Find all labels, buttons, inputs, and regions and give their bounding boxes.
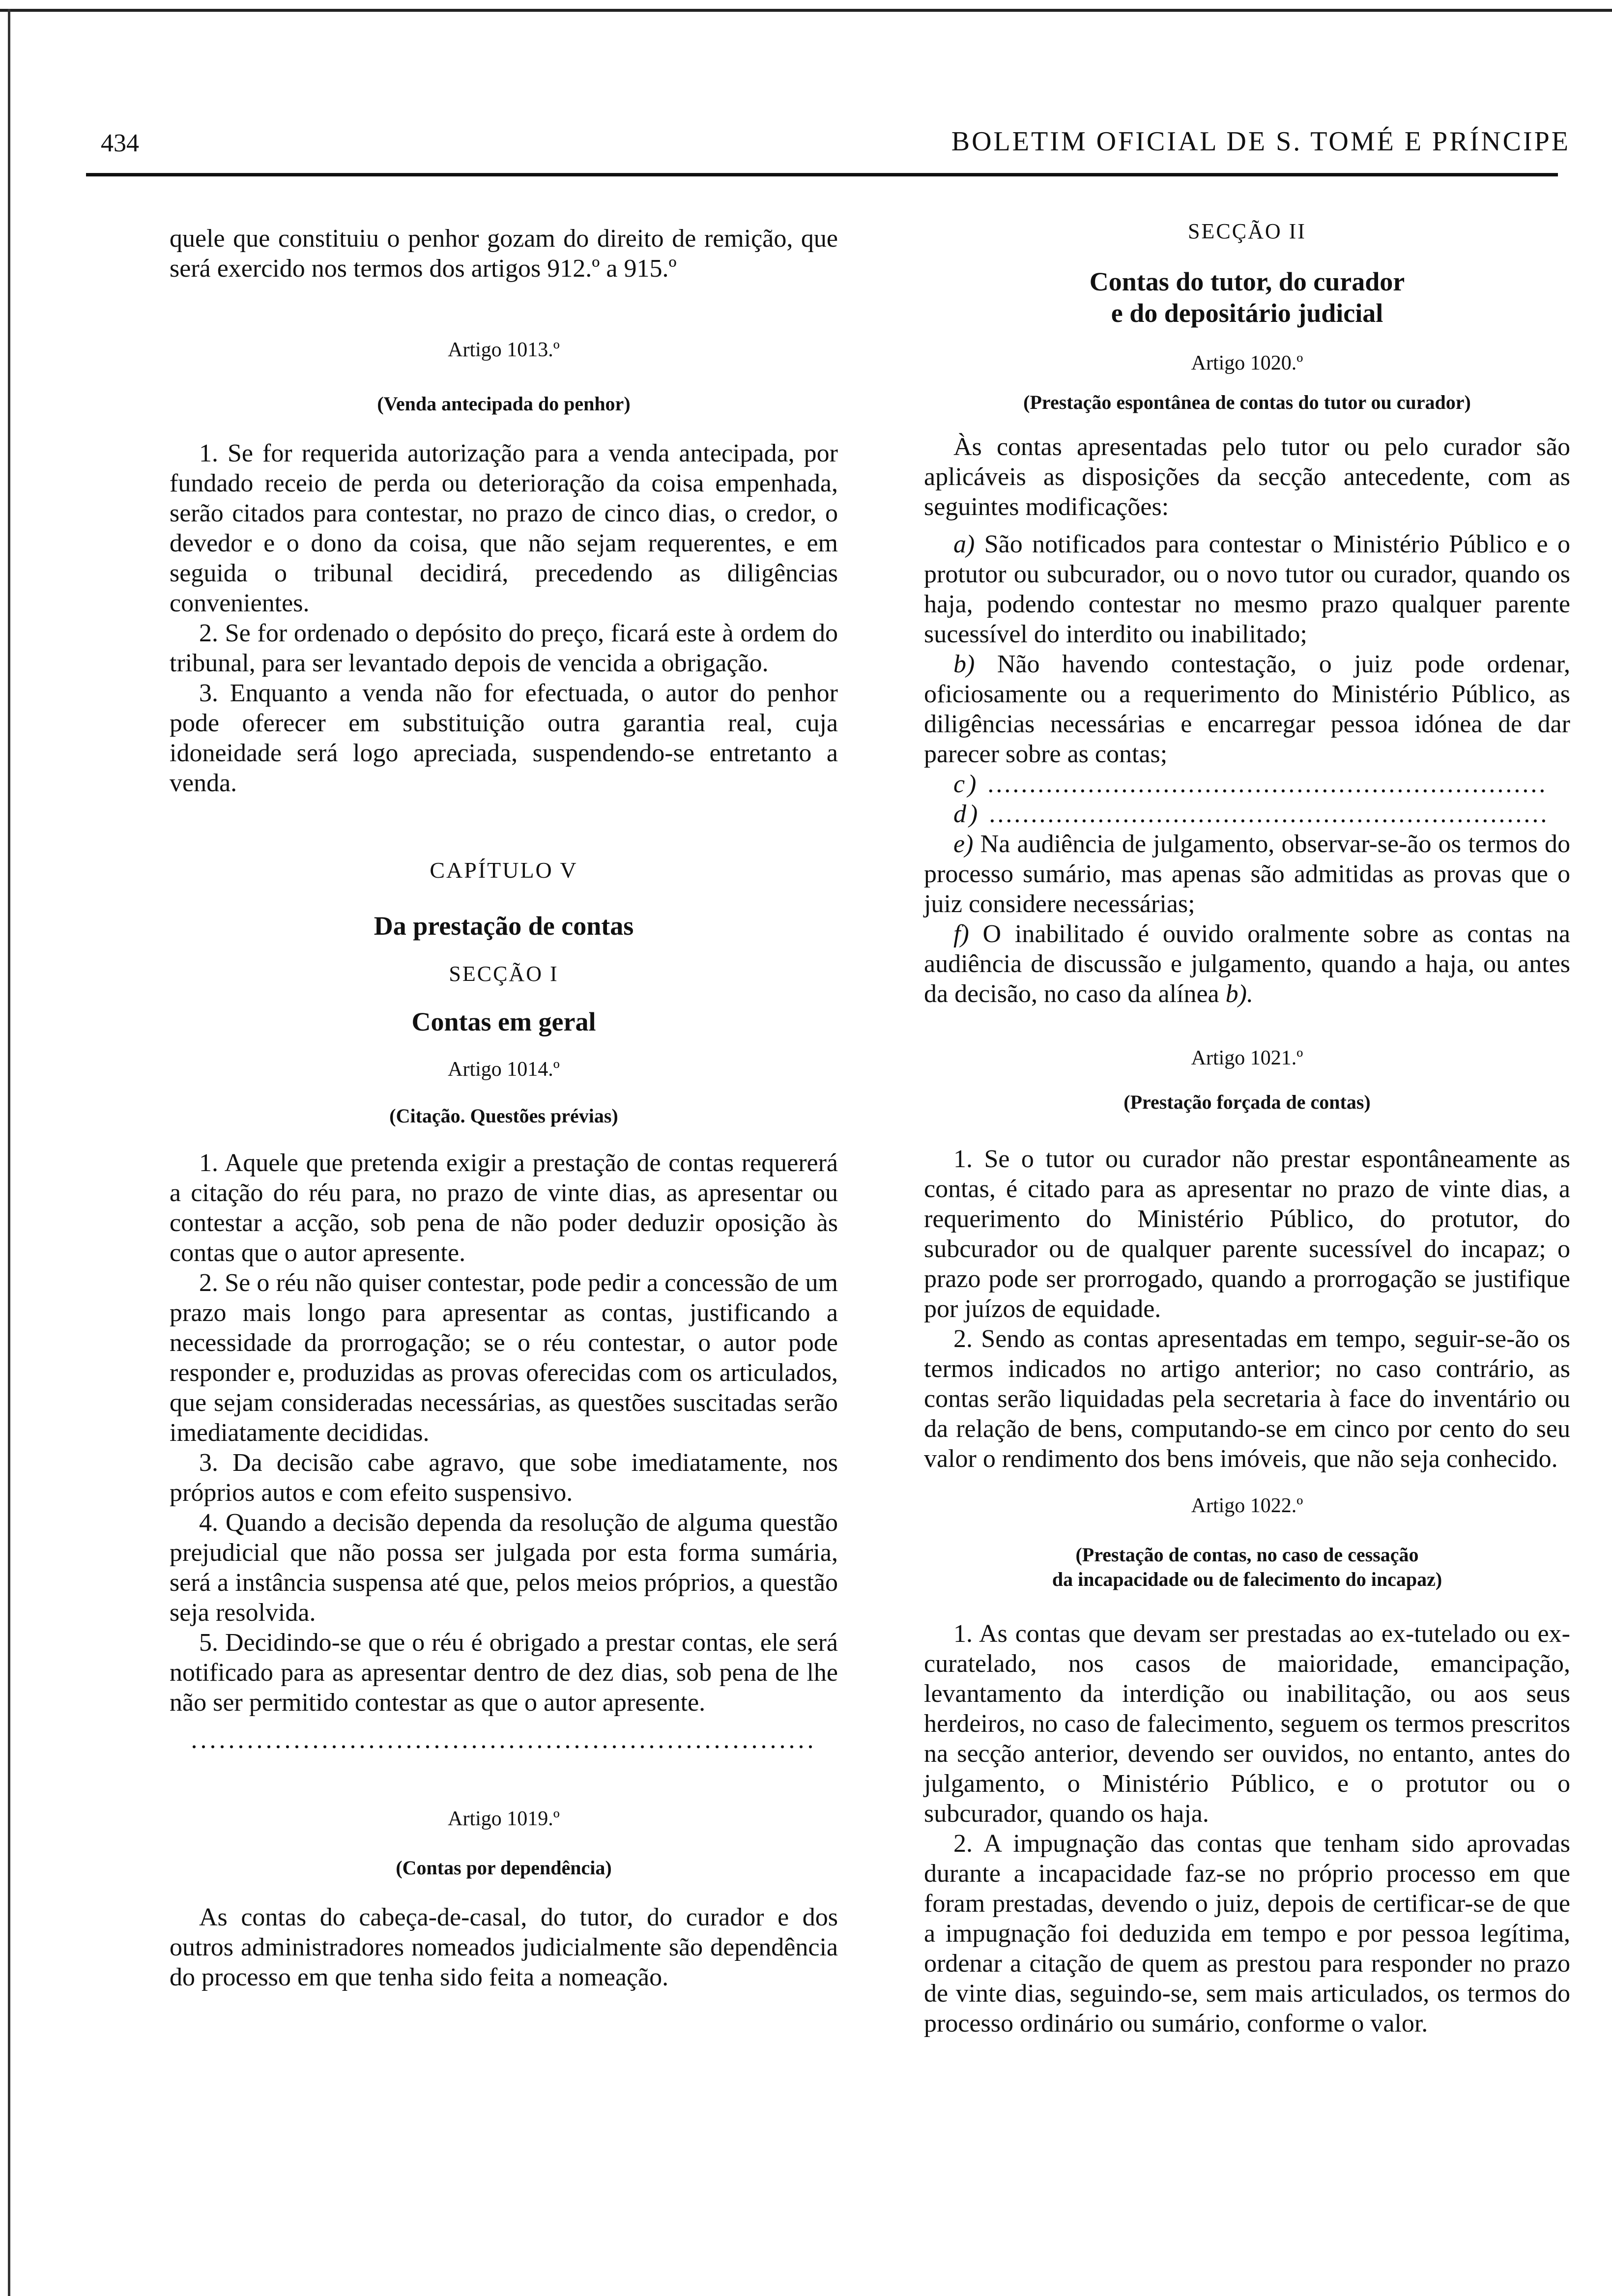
article-1020-item-d [924, 799, 1570, 829]
omission-dots: ................................................................... [191, 1726, 817, 1754]
header-rule [86, 173, 1558, 176]
article-1020-rubric: (Prestação espontânea de contas do tutor ou curador) [1023, 391, 1471, 413]
article-1022-paragraph-2: 2. A impugnação das contas que tenham sido aprovadas durante a incapacidade faz-se no próprio processo em que foram prestadas, devendo o juiz, depois de certificar-se de que a impugnação foi deduzida em tempo e por pessoa legítima, ordenar a citação de quem as prestou para responder no prazo de vinte dias, seguindo-se, sem mais articulados, os termos do processo ordinário ou sumário, conforme o valor. [924, 1830, 1570, 2038]
article-1014-paragraph-3: 3. Da decisão cabe agravo, que sobe imediatamente, nos próprios autos e com efeito suspensivo. [170, 1449, 838, 1507]
page-number: 434 [101, 129, 139, 157]
left-column [170, 216, 838, 1992]
continued-paragraph: quele que constituiu o penhor gozam do direito de remição, que será exercido nos termos dos artigos 912.º a 915.º [170, 225, 838, 283]
article-1021-rubric: (Prestação forçada de contas) [1123, 1091, 1371, 1113]
item-f-text: O inabilitado é ouvido oralmente sobre as contas na audiência de discussão e julgamento, quando a haja, ou antes da decisão, no caso da alínea [924, 920, 1570, 1008]
chapter-title: Da prestação de contas [374, 911, 634, 941]
article-1020-item-e [924, 829, 1570, 919]
article-1020-intro: Às contas apresentadas pelo tutor ou pelo curador são aplicáveis as disposições da secção antecedente, com as seguintes modificações: [924, 433, 1570, 521]
article-1020-item-c [924, 769, 1570, 799]
article-1022-heading: Artigo 1022.º [1191, 1494, 1303, 1517]
section-1-heading: SECÇÃO I [449, 962, 559, 986]
item-c-dots: ................................................................... [979, 770, 1548, 798]
item-f-label: f) [953, 920, 969, 948]
item-b-label: b) [953, 650, 975, 678]
article-1021-heading: Artigo 1021.º [1191, 1047, 1303, 1069]
item-e-text: Na audiência de julgamento, observar-se-ão os termos do processo sumário, mas apenas são admitidas as provas que o juiz considere necessárias; [924, 830, 1570, 918]
article-1014-paragraph-5: 5. Decidindo-se que o réu é obrigado a prestar contas, ele será notificado para as apresentar dentro de dez dias, sob pena de lhe não ser permitido contestar as que o autor apresente. [170, 1629, 838, 1717]
article-1020-item-f [924, 919, 1570, 1009]
section-2-heading: SECÇÃO II [1188, 219, 1306, 243]
chapter-heading: CAPÍTULO V [430, 858, 578, 883]
article-1014-heading: Artigo 1014.º [448, 1058, 560, 1081]
article-1013-paragraph-2: 2. Se for ordenado o depósito do preço, ficará este à ordem do tribunal, para ser levantado depois de vencida a obrigação. [170, 619, 838, 677]
left-border-line [8, 9, 10, 2296]
item-e-label: e) [953, 830, 974, 858]
item-a-label: a) [953, 530, 975, 558]
article-1020-heading: Artigo 1020.º [1191, 352, 1303, 374]
item-c-label: c) [953, 770, 979, 798]
item-d-label: d) [953, 800, 981, 828]
section-1-title: Contas em geral [411, 1007, 596, 1036]
article-1019-rubric: (Contas por dependência) [396, 1857, 612, 1879]
article-1014-rubric: (Citação. Questões prévias) [389, 1105, 618, 1127]
item-a-text: São notificados para contestar o Ministério Público e o protutor ou subcurador, ou o novo tutor ou curador, quando os haja, podendo contestar no mesmo prazo qualquer parente sucessível do interdito ou inabilitado; [924, 530, 1570, 648]
article-1014-paragraph-4: 4. Quando a decisão dependa da resolução de alguma questão prejudicial que não possa ser julgada por esta forma sumária, será a instância suspensa até que, pelos meios próprios, a questão seja resolvida. [170, 1509, 838, 1627]
article-1022-rubric: (Prestação de contas, no caso de cessação da incapacidade ou de falecimento do incapaz) [1052, 1544, 1442, 1590]
article-1021-paragraph-2: 2. Sendo as contas apresentadas em tempo, seguir-se-ão os termos indicados no artigo anterior; no caso contrário, as contas serão liquidadas pela secretaria à face do inventário ou da relação de bens, computando-se em cinco por cento do seu valor o rendimento dos bens imóveis, que não seja conhecido. [924, 1325, 1570, 1473]
item-b-text: Não havendo contestação, o juiz pode ordenar, oficiosamente ou a requerimento do Ministério Público, as diligências necessárias e encarregar pessoa idónea de dar parecer sobre as contas; [924, 650, 1570, 768]
article-1021-paragraph-1: 1. Se o tutor ou curador não prestar espontâneamente as contas, é citado para as apresentar no prazo de vinte dias, a requerimento do Ministério Público, do protutor, do subcurador ou de qualquer parente sucessível do incapaz; o prazo pode ser prorrogado, quando a prorrogação se justifique por juízos de equidade. [924, 1145, 1570, 1323]
running-head: BOLETIM OFICIAL DE S. TOMÉ E PRÍNCIPE [951, 126, 1570, 157]
article-1013-heading: Artigo 1013.º [448, 339, 560, 361]
top-border-line [0, 9, 1612, 12]
item-f-reference: b). [1225, 980, 1253, 1008]
article-1022-paragraph-1: 1. As contas que devam ser prestadas ao ex-tutelado ou ex-curatelado, nos casos de maioridade, emancipação, levantamento da interdição ou inabilitação, ou aos seus herdeiros, no caso de falecimento, seguem os termos prescritos na secção anterior, devendo ser ouvidos, no entanto, antes do julgamento, o Ministério Público, e o protutor ou o subcurador, quando os haja. [924, 1620, 1570, 1828]
item-d-dots: ................................................................... [980, 800, 1549, 828]
article-1013-paragraph-3: 3. Enquanto a venda não for efectuada, o autor do penhor pode oferecer em substituição outra garantia real, cuja idoneidade será logo apreciada, suspendendo-se entretanto a venda. [170, 679, 838, 797]
article-1014-paragraph-2: 2. Se o réu não quiser contestar, pode pedir a concessão de um prazo mais longo para apresentar as contas, justificando a necessidade da prorrogação; se o réu contestar, o autor pode responder e, produzidas as provas oferecidas com os articulados, que sejam consideradas necessárias, as questões suscitadas serão imediatamente decididas. [170, 1269, 838, 1447]
article-1020-item-b [924, 649, 1570, 769]
section-2-title: Contas do tutor, do curador e do depositário judicial [1089, 267, 1405, 328]
right-column [924, 216, 1570, 2038]
article-1013-paragraph-1: 1. Se for requerida autorização para a venda antecipada, por fundado receio de perda ou deterioração da coisa empenhada, serão citados para contestar, no prazo de cinco dias, o credor, o devedor e o dono da coisa, que não sejam requerentes, e em seguida o tribunal decidirá, precedendo as diligências convenientes. [170, 439, 838, 617]
article-1019-heading: Artigo 1019.º [448, 1808, 560, 1830]
article-1014-paragraph-1: 1. Aquele que pretenda exigir a prestação de contas requererá a citação do réu para, no prazo de vinte dias, as apresentar ou contestar a acção, sob pena de não poder deduzir oposição às contas que o autor apresente. [170, 1149, 838, 1267]
article-1013-rubric: (Venda antecipada do penhor) [377, 393, 631, 415]
article-1019-paragraph-1: As contas do cabeça-de-casal, do tutor, do curador e dos outros administradores nomeados judicialmente são dependência do processo em que tenha sido feita a nomeação. [170, 1903, 838, 1991]
article-1020-item-a [924, 529, 1570, 649]
